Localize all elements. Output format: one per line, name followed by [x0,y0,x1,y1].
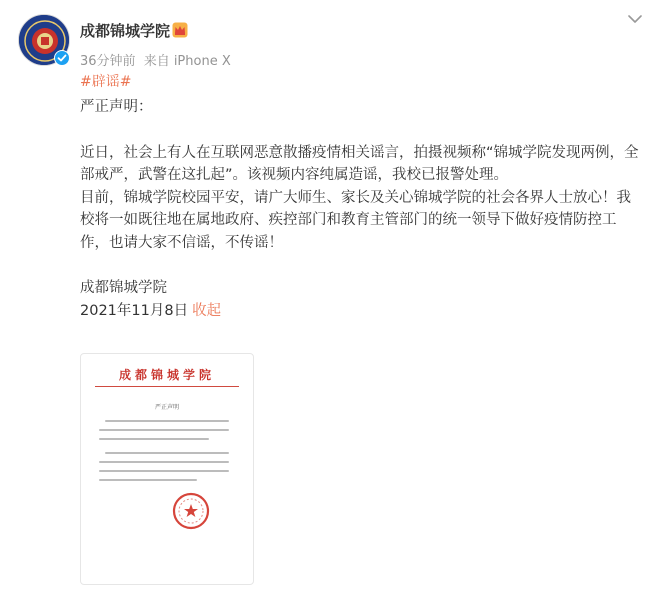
account-name[interactable]: 成都锦城学院 [80,22,171,40]
post-date-line [80,300,645,323]
post-date: 2021年11月8日 [80,302,189,319]
doc-heading: 严正声明 [154,404,179,411]
weibo-member-crown-icon[interactable] [172,22,188,38]
verified-badge [54,50,70,66]
doc-text-line [99,479,197,481]
hashtag-link[interactable]: #辟谣# [80,74,132,90]
collapse-button[interactable]: 收起 [192,302,222,319]
doc-text-line [99,429,229,431]
post-signature: 成都锦城学院 [80,280,167,296]
doc-title: 成都锦城学院 [118,368,215,382]
post-source: 来自 iPhone X [143,54,231,69]
attachment-image[interactable] [80,353,254,585]
post-meta [80,50,231,69]
doc-text-line [99,438,209,440]
post-body [80,96,645,322]
doc-divider [95,386,239,387]
red-seal-icon [171,491,211,531]
doc-text-line [105,420,229,422]
chevron-down-icon[interactable] [626,12,644,26]
doc-text-line [99,461,229,463]
post-time[interactable]: 36分钟前 [80,54,136,69]
doc-text-line [105,452,229,454]
post-heading: 严正声明： [80,99,153,115]
doc-text-line [99,470,229,472]
verified-blue-icon [54,50,70,66]
post-paragraph: 目前，锦城学院校园平安，请广大师生、家长及关心锦城学院的社会各界人士放心！我校将一如既往地在属地政府、疾控部门和教育主管部门的统一领导下做好疫情防控工作，也请大家不信谣，不传谣！ [80,189,631,251]
post-paragraph: 近日，社会上有人在互联网恶意散播疫情相关谣言，拍摄视频称“锦城学院发现两例，全部戒严，武警在这扎起”。该视频内容纯属造谣，我校已报警处理。 [80,144,639,183]
